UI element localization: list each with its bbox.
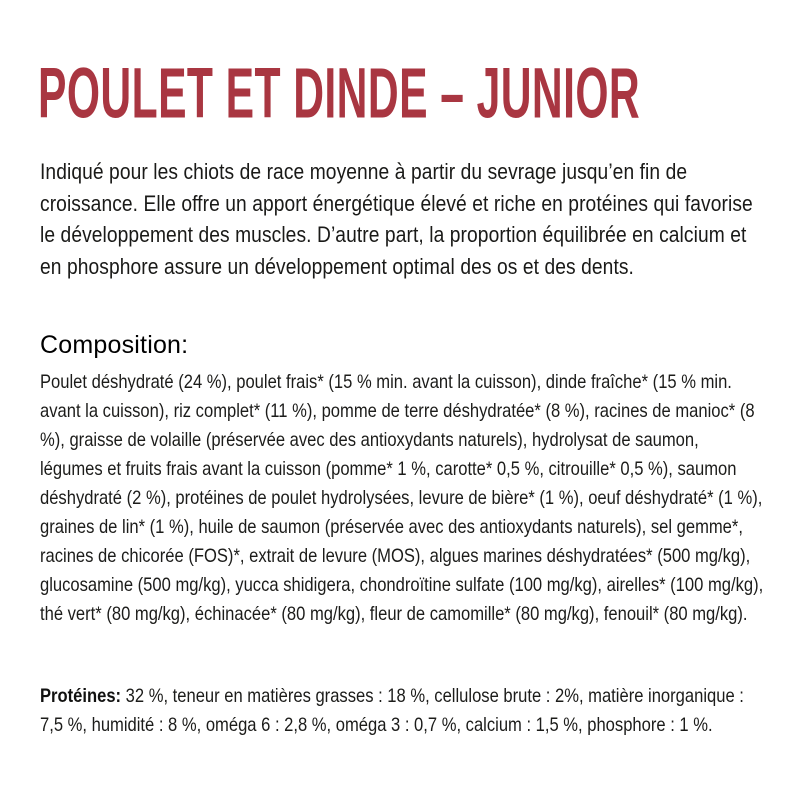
product-title: POULET ET DINDE – JUNIOR <box>38 53 641 134</box>
composition-ingredients: Poulet déshydraté (24 %), poulet frais* (15 % min. avant la cuisson), dinde fraîche* (15 % min. avant la cuisson), riz complet* (11 %), pomme de terre déshydratée* (8 %), racines de manioc* (8 %), graisse de volaille (préservée avec des antioxydants naturels), hydrolysat de saumon, légumes et fruits frais avant la cuisson (pomme* 1 %, carotte* 0,5 %, citrouille* 0,5 %), saumon déshydraté (2 %), protéines de poulet hydrolysées, levure de bière* (1 %), oeuf déshydraté* (1 %), graines de lin* (1 %), huile de saumon (préservée avec des antioxydants naturels), sel gemme*, racines de chicorée (FOS)*, extrait de levure (MOS), algues marines déshydratées* (500 mg/kg), glucosamine (500 mg/kg), yucca shidigera, chondroïtine sulfate (100 mg/kg), airelles* (100 mg/kg), thé vert* (80 mg/kg), échinacée* (80 mg/kg), fleur de camomille* (80 mg/kg), fenouil* (80 mg/kg). <box>40 371 764 625</box>
analysis-label: Protéines: <box>40 685 122 707</box>
analysis-values: 32 %, teneur en matières grasses : 18 %, cellulose brute : 2%, matière inorganique : 7,5 %, humidité : 8 %, oméga 6 : 2,8 %, oméga 3 : 0,7 %, calcium : 1,5 %, phosphore : 1 %. <box>40 685 744 736</box>
composition-heading: Composition: <box>40 331 189 359</box>
product-description: Indiqué pour les chiots de race moyenne à partir du sevrage jusqu’en fin de croissance. Elle offre un apport énergétique élevé et riche en protéines qui favorise le développement des muscles. D’autre part, la proportion équilibrée en calcium et en phosphore assure un développement optimal des os et des dents. <box>40 159 753 279</box>
analytical-constituents <box>40 682 764 740</box>
